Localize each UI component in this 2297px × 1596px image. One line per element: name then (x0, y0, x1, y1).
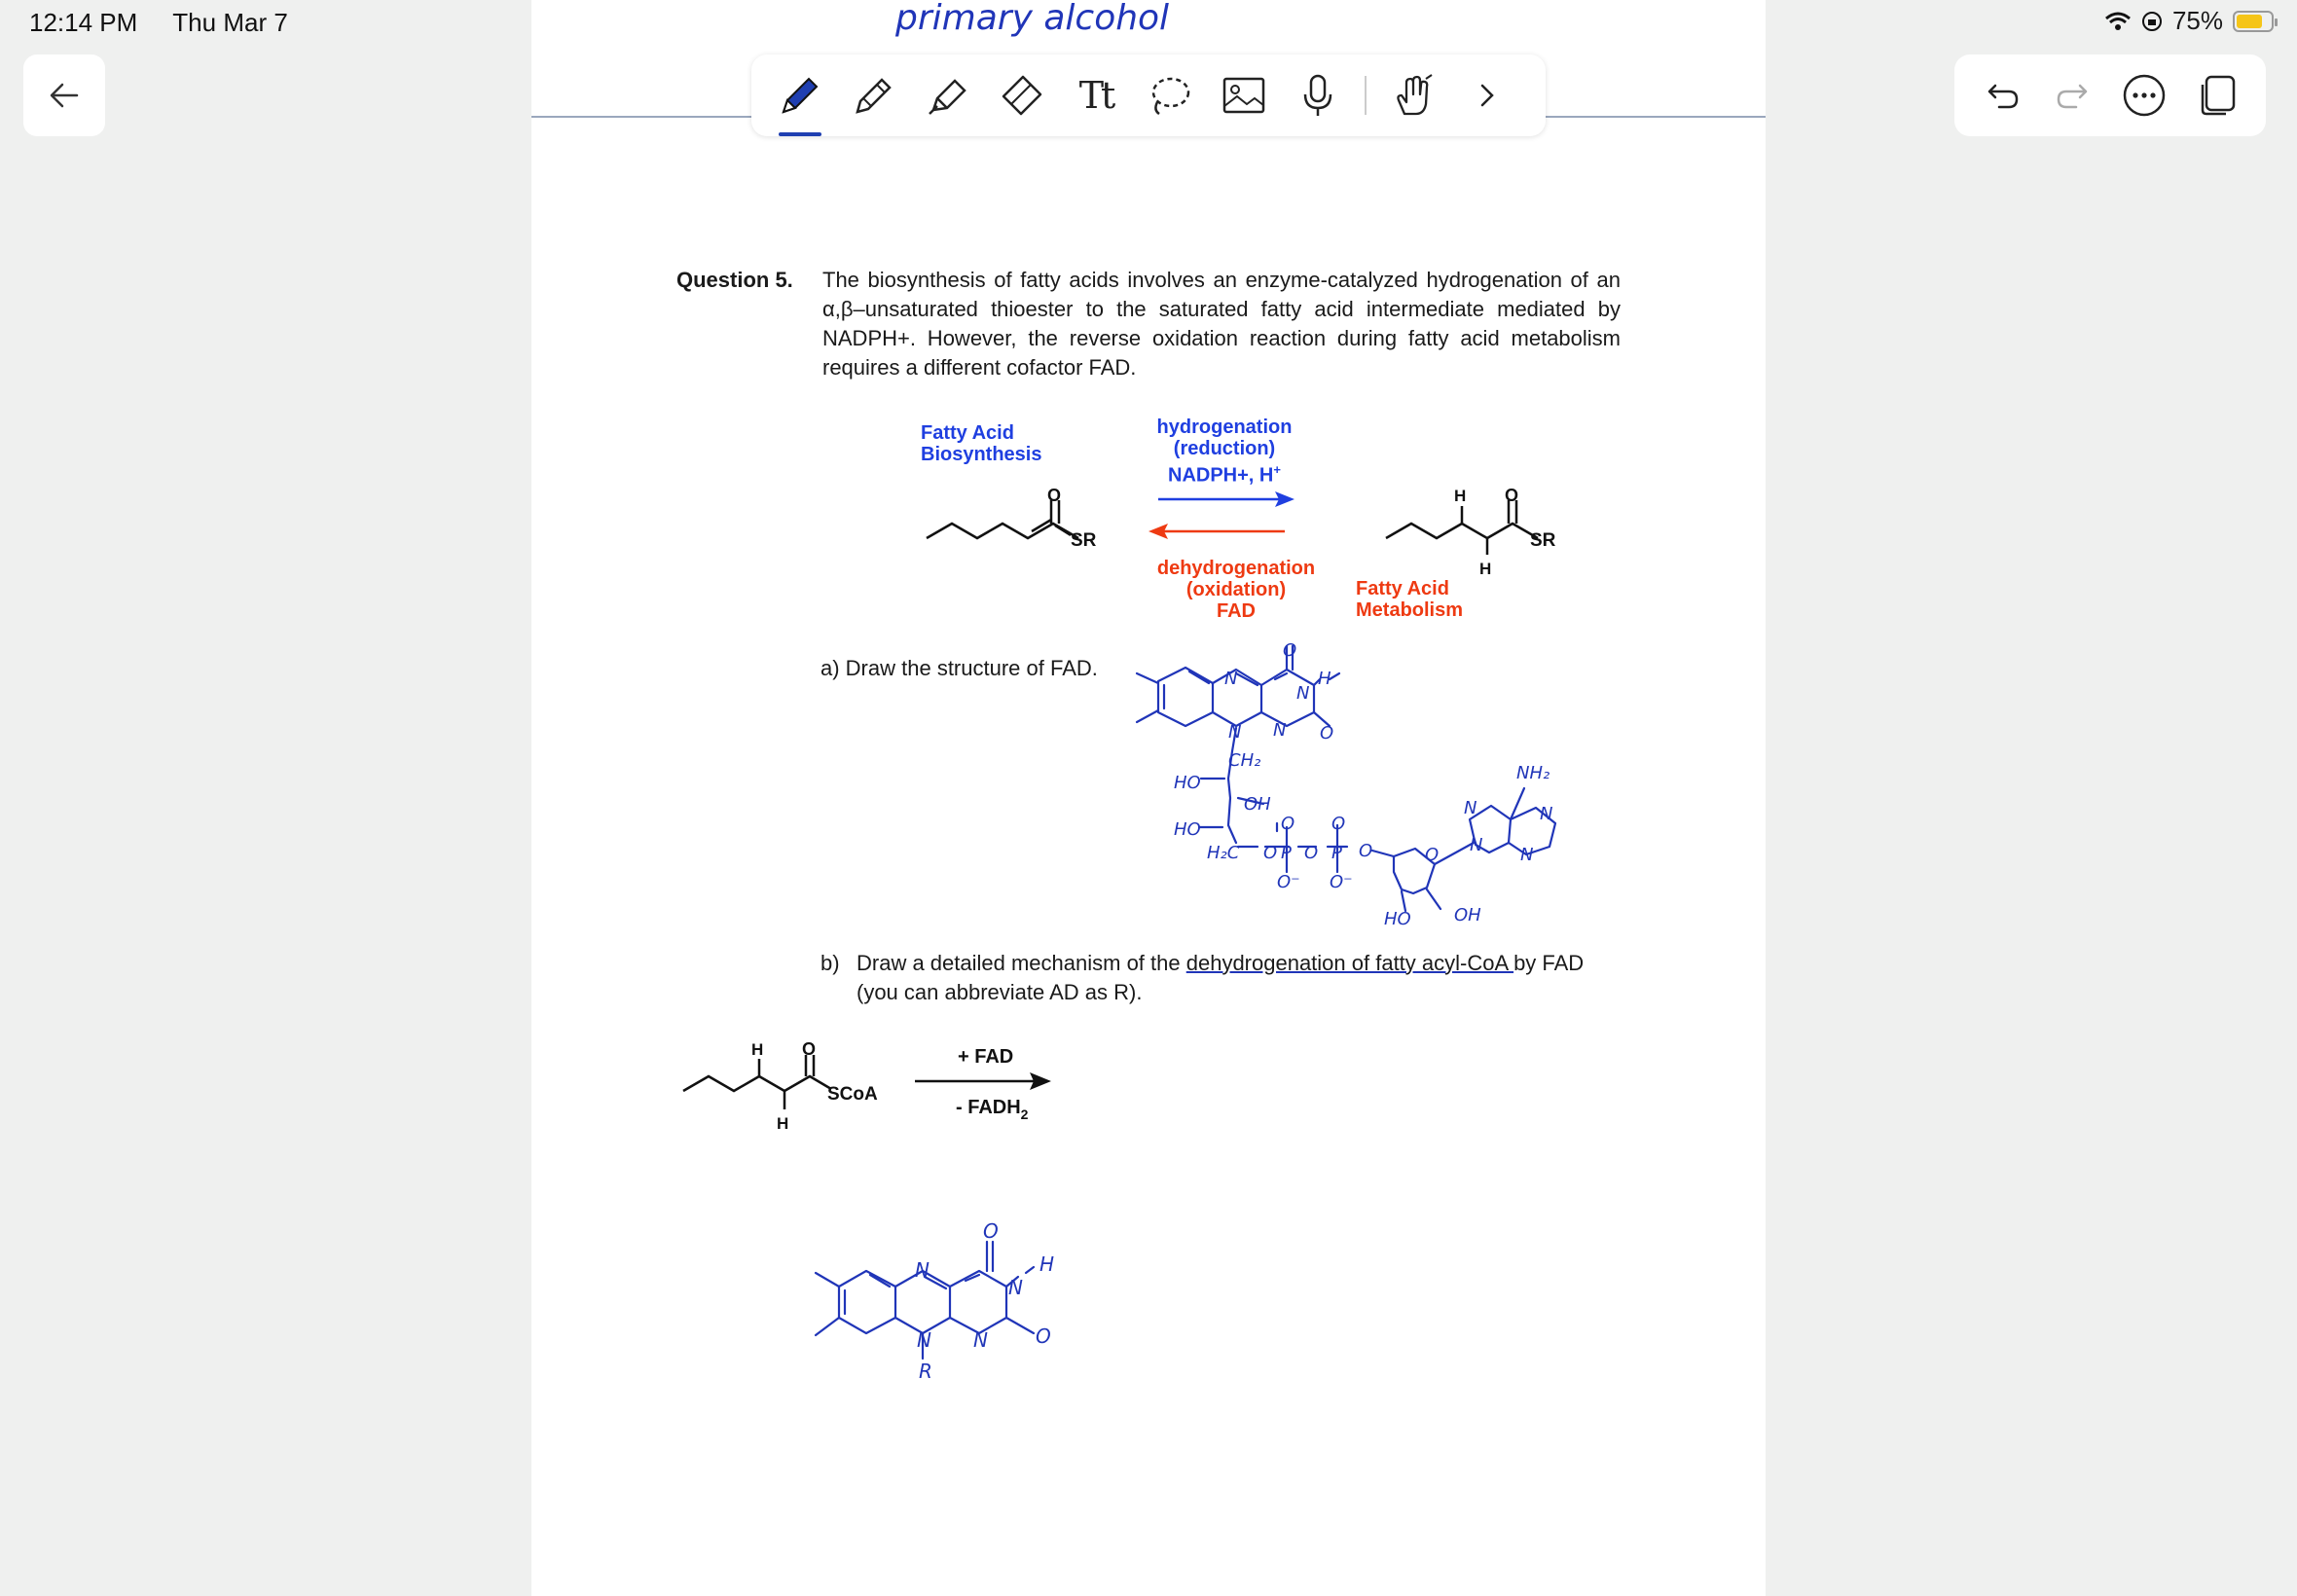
reagent-fadh2: - $FADH_2$ (956, 1097, 1029, 1122)
fad-ho: HO (1384, 909, 1411, 929)
fad-h2c: H₂C (1207, 843, 1240, 863)
atom-o: O (1505, 486, 1519, 505)
fad-atom-n: N (1273, 720, 1287, 741)
flavin-atom-o: O (983, 1219, 999, 1243)
fad-atom-p: P (1281, 843, 1292, 863)
part-a-prompt: a) Draw the structure of FAD. (820, 656, 1098, 680)
flavin-atom-n: N (915, 1258, 930, 1282)
atom-h: H (751, 1040, 764, 1059)
fad-ho: HO (1174, 819, 1201, 840)
fad-atom-o: O (1281, 814, 1295, 834)
atom-h: H (1479, 560, 1492, 578)
atom-h: H (777, 1114, 789, 1133)
fad-o-minus: O⁻ (1277, 872, 1300, 892)
handwritten-title: primary alcohol (895, 0, 1170, 38)
flavin-atom-n: N (973, 1328, 988, 1352)
flavin-atom-h: H (1039, 1252, 1055, 1276)
fad-ho: HO (1174, 773, 1201, 793)
battery-percent: 75% (2171, 6, 2223, 35)
atom-sr: SR (1071, 530, 1097, 551)
fad-atom-n: N (1520, 845, 1534, 865)
fad-nh2: NH₂ (1516, 763, 1550, 783)
metabolism-label: Fatty Acid Metabolism (1356, 578, 1464, 621)
status-time: 12:14 PM (29, 8, 138, 37)
forward-conditions: hydrogenation (reduction) NADPH+, H+ (1156, 417, 1293, 487)
fad-atom-h: H (1318, 669, 1331, 689)
fad-atom-o: O (1331, 814, 1346, 834)
fad-atom-n: N (1228, 722, 1242, 743)
fad-oh: OH (1244, 794, 1271, 815)
fad-atom-o: O (1304, 843, 1319, 863)
fad-atom-o: O (1359, 841, 1373, 861)
reverse-conditions: dehydrogenation (oxidation) FAD (1156, 558, 1316, 622)
fad-atom-n: N (1464, 798, 1477, 818)
fad-atom-n: N (1296, 683, 1310, 704)
atom-sr: SR (1530, 530, 1556, 551)
fad-oh: OH (1454, 905, 1481, 925)
atom-o: O (802, 1039, 817, 1059)
flavin-atom-o: O (1036, 1324, 1051, 1348)
status-date: Thu Mar 7 (172, 8, 288, 37)
reagent-fad: + FAD (958, 1046, 1014, 1068)
fad-atom-o: O (1283, 640, 1297, 661)
fad-atom-p: P (1331, 843, 1342, 863)
fad-atom-o: O (1425, 845, 1440, 865)
part-b-prompt: b) Draw a detailed mechanism of the dehydrogenation of fatty acyl-CoA by FAD (you can abbreviate AD as R). (820, 951, 1585, 1004)
fad-o-minus: O⁻ (1330, 872, 1353, 892)
fad-atom-n: N (1470, 835, 1483, 855)
flavin-atom-n: N (917, 1328, 931, 1352)
question-body: The biosynthesis of fatty acids involves an enzyme-catalyzed hydrogenation of an α,β–unsaturated thioester to the saturated fatty acid intermediate mediated by NADPH+. However, the reverse oxidation reaction during fatty acid metabolism requires a different cofactor FAD. (822, 268, 1621, 380)
atom-scoa: SCoA (827, 1084, 878, 1105)
fad-atom-o: O (1263, 843, 1278, 863)
atom-h: H (1454, 487, 1467, 505)
fad-atom-o: O (1320, 723, 1334, 744)
fad-atom-n: N (1224, 669, 1238, 689)
flavin-atom-n: N (1008, 1276, 1023, 1299)
fad-ch2: CH₂ (1228, 750, 1261, 771)
fad-atom-n: N (1540, 804, 1553, 824)
text-icon: Tt (1078, 74, 1113, 117)
biosynthesis-label: Fatty Acid Biosynthesis (921, 422, 1042, 465)
atom-o: O (1047, 486, 1062, 505)
question-label: Question 5. (676, 268, 793, 292)
flavin-atom-r: R (919, 1360, 932, 1383)
